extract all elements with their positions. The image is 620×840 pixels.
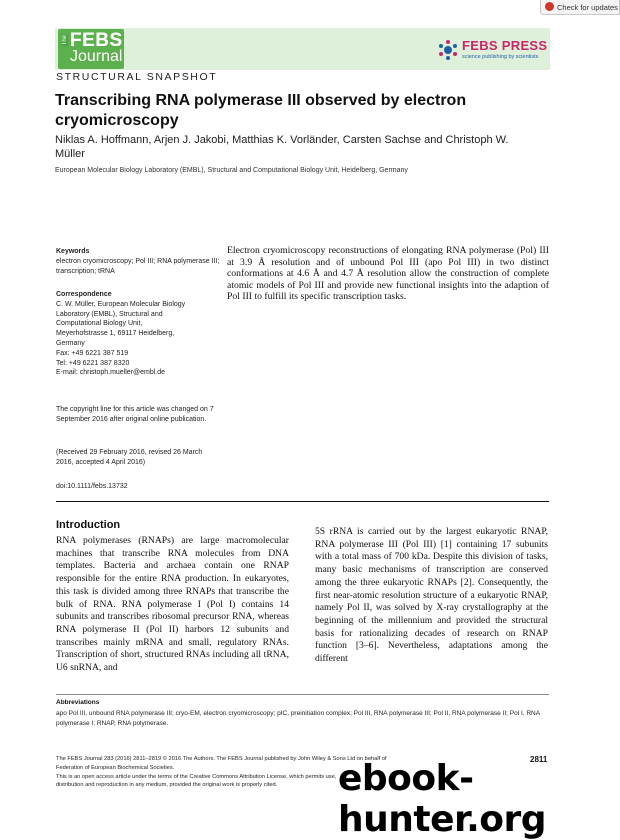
journal-logo-sub: Journal — [70, 48, 123, 65]
correspondence-line: C. W. Müller, European Molecular Biology — [56, 300, 186, 308]
section-divider — [56, 501, 549, 502]
febs-press-name: FEBS PRESS — [462, 38, 548, 53]
check-for-updates-label: Check for updates — [557, 3, 618, 12]
febs-press-tagline: science publishing by scientists — [462, 54, 539, 60]
correspondence-line: Meyerhofstrasse 1, 69117 Heidelberg, — [56, 330, 175, 338]
footer-line: Federation of European Biochemical Societies. — [56, 764, 175, 771]
abbreviations-text: apo Pol III, unbound RNA polymerase III; cryo-EM, electron cryomicroscopy; pIC, preinitiation complex; Pol III, RNA polymerase III; Pol II, RNA polymerase II; Pol I, RNA polymerase I; RNAP, RNA polymerase. — [56, 710, 540, 727]
article-doi[interactable]: doi:10.1111/febs.13732 — [56, 483, 128, 490]
abbreviations-heading: Abbreviations — [56, 699, 100, 706]
copyright-note: The copyright line for this article was changed on 7 September 2016 after original online publication. — [56, 406, 214, 423]
journal-logo-the: The — [62, 35, 68, 46]
footer-line: The FEBS Journal 283 (2016) 2811–2819 © 2016 The Authors. The FEBS Journal published by John Wiley & Sons Ltd on behalf of — [56, 756, 387, 762]
keywords-block — [56, 247, 221, 276]
abbreviations-divider — [56, 694, 549, 695]
correspondence-line: Computational Biology Unit, — [56, 320, 143, 328]
footer-line: distribution and reproduction in any medium, provided the original work is properly cited. — [56, 782, 278, 789]
watermark: ebook-hunter.org — [338, 758, 547, 840]
febs-press-logo-icon — [437, 39, 459, 61]
article-abstract: Electron cryomicroscopy reconstructions of elongating RNA polymerase (Pol) III at 3.9 Å resolution and of unbound Pol III (apo Pol III) in two distinct conformations at 4.6 Å and 4.7 Å resolution allow the construction of complete atomic models of Pol III and provide new functional insights into the adaption of Pol III to fulfill its specific transcription tasks. — [227, 245, 549, 303]
correspondence-line: Fax: +49 6221 387 519 — [56, 349, 129, 357]
received-dates: (Received 29 February 2016, revised 26 March 2016, accepted 4 April 2016) — [56, 449, 203, 466]
introduction-column-1: RNA polymerases (RNAPs) are large macromolecular machines that transcribe RNA molecules from DNA templates. Bacteria and archaea contain one RNAP responsible for the entire RNA production. In eukaryotes, this task is divided among three RNAPs that transcribe the bulk of RNA. RNA polymerase I (Pol I) contains 14 subunits and transcribes ribosomal precursor RNA, whereas RNA polymerase II (Pol II) harbors 12 subunits and transcribes mainly mRNA and small, regulatory RNAs. Transcription of short, structured RNAs including all tRNA, U6 snRNA, and — [56, 535, 289, 674]
introduction-heading: Introduction — [56, 519, 121, 531]
keywords-heading: Keywords — [56, 248, 90, 255]
correspondence-heading: Correspondence — [56, 291, 112, 298]
check-for-updates-button[interactable] — [540, 0, 620, 15]
section-label: STRUCTURAL SNAPSHOT — [56, 71, 218, 83]
footer-line: This is an open access article under the terms of the Creative Commons Attribution License, which permits use, — [56, 773, 337, 780]
article-affiliation: European Molecular Biology Laboratory (EMBL), Structural and Computational Biology Unit, Heidelberg, Germany — [55, 167, 408, 174]
article-title: Transcribing RNA polymerase III observed by electron cryomicroscopy — [55, 92, 467, 129]
correspondence-line: Germany — [56, 339, 85, 347]
article-authors: Niklas A. Hoffmann, Arjen J. Jakobi, Matthias K. Vorländer, Carsten Sachse and Christoph W. Müller — [55, 134, 509, 160]
correspondence-line: Tel: +49 6221 387 8320 — [56, 359, 130, 367]
update-icon — [545, 2, 554, 11]
page-number: 2811 — [530, 755, 548, 764]
correspondence-line: Laboratory (EMBL), Structural and — [56, 310, 163, 318]
correspondence-block — [56, 290, 221, 378]
introduction-column-2: 5S rRNA is carried out by the largest eukaryotic RNAP, RNA polymerase III (Pol III) [1] containing 17 subunits with a total mass of 700 kDa. Despite this division of tasks, many basic mechanisms of transcription are conserved among the three eukaryotic RNAPs [2]. Consequently, the first near-atomic resolution structure of a eukaryotic RNAP, namely Pol II, was solved by X-ray crystallography at the beginning of the millennium and provided the structural basis for rationalizing decades of research on RNAP function [3–6]. Nevertheless, adaptations among the different — [315, 526, 548, 665]
keywords-text: electron cryomicroscopy; Pol III; RNA polymerase III; transcription; tRNA — [56, 257, 220, 275]
correspondence-email[interactable]: E-mail: christoph.mueller@embl.de — [56, 369, 166, 377]
journal-logo-name: FEBS — [70, 30, 123, 51]
